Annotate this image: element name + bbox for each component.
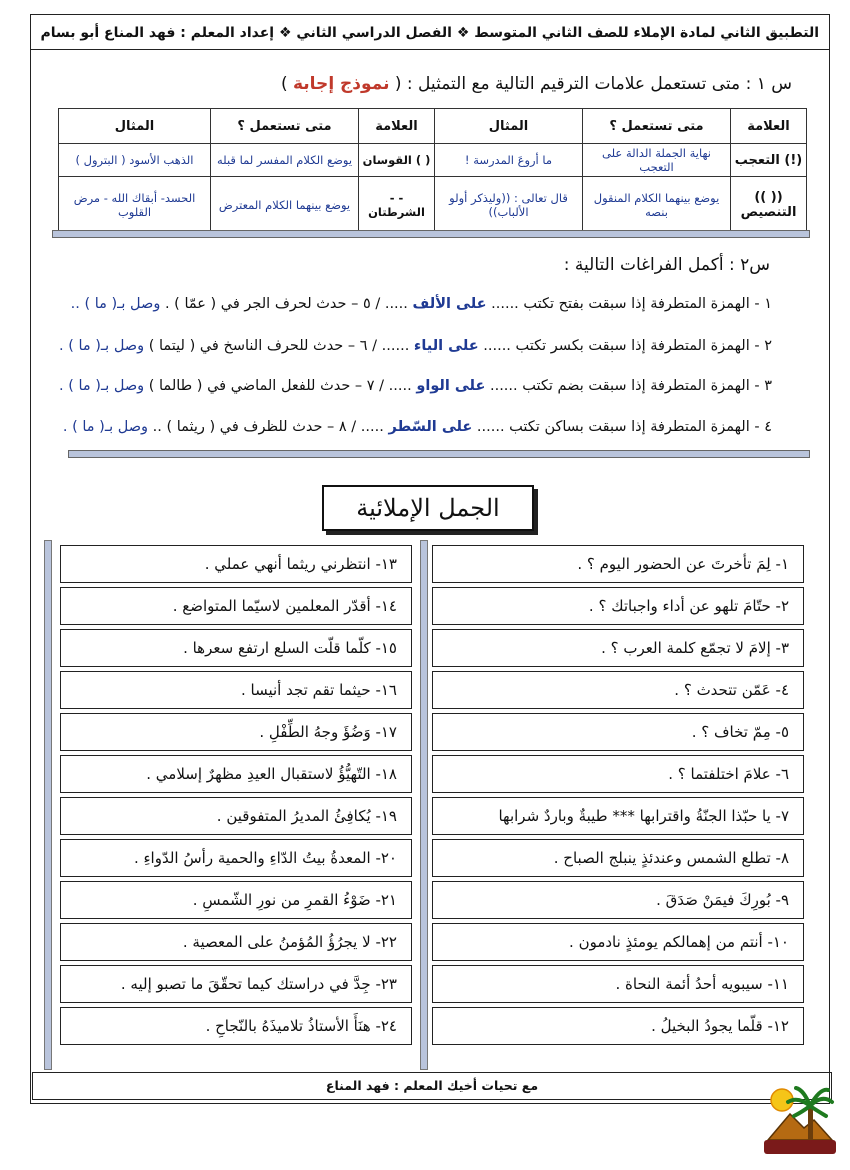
center-bar: [420, 540, 428, 1070]
table-cell: الحسد- أبقاك الله - مرض القلوب: [59, 177, 211, 234]
sentence-item: ٩- بُورِكَ فيمَنْ صَدَقَ .: [432, 881, 804, 919]
page-footer: مع تحيات أخيك المعلم : فهد المناع: [32, 1072, 832, 1100]
palm-tree-logo: [760, 1080, 840, 1160]
sentence-item: ٧- يا حبّذا الجنّةُ واقترابها *** طيبةٌ وباردٌ شرابها: [432, 797, 804, 835]
fill-item-text: الهمزة المتطرفة إذا سبقت بساكن تكتب ......: [476, 419, 750, 435]
fill-item: ٢ - الهمزة المتطرفة إذا سبقت بكسر تكتب ...... على الياء ...... / ٦ – حدث للحرف الناسخ في ( ليتما ) وصل بـ( ما ) .: [59, 338, 772, 354]
table-cell: يوضع الكلام المفسر لما قبله: [211, 144, 359, 177]
fill-item-text: ..... / ٨ – حدث للظرف في ( ريثما ) ..: [152, 419, 384, 435]
fill-item-text: ..... / ٧ – حدث للفعل الماضي في ( طالما ): [148, 378, 412, 394]
fill-item-text: ...... / ٦ – حدث للحرف الناسخ في ( ليتما ): [148, 338, 410, 354]
sentence-item: ١٨- التّهيُّؤُ لاستقبال العيدِ مظهرٌ إسلامي .: [60, 755, 412, 793]
sentence-item: ٢١- ضَوْءُ القمرِ من نورِ الشّمسِ .: [60, 881, 412, 919]
fill-item-number: ٤: [764, 419, 772, 435]
sentence-item: ١١- سيبويه أحدُ أئمة النحاة .: [432, 965, 804, 1003]
fill-item-answer: على السّطر: [388, 419, 473, 435]
sentence-item: ١٧- وَضُؤَ وجهُ الطِّفْلِ .: [60, 713, 412, 751]
table-header-cell: المثال: [435, 109, 583, 144]
fill-item: ٣ - الهمزة المتطرفة إذا سبقت بضم تكتب ...... على الواو ..... / ٧ – حدث للفعل الماضي في ( طالما ) وصل بـ( ما ) .: [59, 378, 772, 394]
fill-item-number: ١: [764, 296, 772, 312]
table-cell-mark: ( ) القوسان: [359, 144, 435, 177]
question-2-title: س٢ : أكمل الفراغات التالية :: [563, 255, 770, 275]
sentence-item: ١٥- كلّما قلّت السلع ارتفع سعرها .: [60, 629, 412, 667]
fill-item-number: ٢: [764, 338, 772, 354]
table-cell: يوضع بينهما الكلام المعترض: [211, 177, 359, 234]
punctuation-table: [58, 108, 807, 234]
sentence-item: ٤- عَمّن تتحدث ؟ .: [432, 671, 804, 709]
table-cell: قال تعالى : ((وليذكر أولو الألباب)): [435, 177, 583, 234]
fill-item-answer: على الألف: [412, 296, 487, 312]
fill-item-number: ٣: [764, 378, 772, 394]
fill-item-text: ..... / ٥ – حدث لحرف الجر في ( عمّا ) .: [164, 296, 408, 312]
sentence-item: ٣- إلامَ لا تجمّع كلمة العرب ؟ .: [432, 629, 804, 667]
fill-item: ٤ - الهمزة المتطرفة إذا سبقت بساكن تكتب ...... على السّطر ..... / ٨ – حدث للظرف في ( ريثما ) .. وصل بـ( ما ) .: [62, 419, 772, 435]
fill-item-answer: وصل بـ( ما ) .: [62, 419, 149, 435]
table-row: [59, 177, 807, 234]
fill-item-text: الهمزة المتطرفة إذا سبقت بضم تكتب ......: [489, 378, 750, 394]
table-header-cell: متى تستعمل ؟: [211, 109, 359, 144]
table-header-cell: العلامة: [359, 109, 435, 144]
fill-item-answer: وصل بـ( ما ) .: [59, 378, 145, 394]
table-cell-mark: (( )) التنصيص: [731, 177, 807, 234]
question-1-title: [281, 74, 792, 94]
sentence-item: ١٠- أنتم من إهمالكم يومئذٍ نادمون .: [432, 923, 804, 961]
fill-item-answer: على الواو: [416, 378, 486, 394]
page-header: التطبيق الثاني لمادة الإملاء للصف الثاني المتوسط ❖ الفصل الدراسي الثاني ❖ إعداد المعلم : فهد المناع أبو بسام: [30, 14, 830, 50]
fill-item-answer: على الياء: [413, 338, 479, 354]
table-row: [59, 144, 807, 177]
table-cell-mark: - - الشرطتان: [359, 177, 435, 234]
sentence-item: ٦- علامَ اختلفتما ؟ .: [432, 755, 804, 793]
sentence-item: ٢٠- المعدةُ بيتُ الدّاءِ والحمية رأسُ الدّواءِ .: [60, 839, 412, 877]
sentence-item: ١٣- انتظرني ريثما أنهي عملي .: [60, 545, 412, 583]
sentence-item: ٢٢- لا يجرُؤُ المُؤمنُ على المعصية .: [60, 923, 412, 961]
sentence-item: ٢٣- جِدَّ في دراستك كيما تحقّقَ ما تصبو إليه .: [60, 965, 412, 1003]
sentence-item: ١٢- قلّما يجودُ البخيلُ .: [432, 1007, 804, 1045]
table-header-row: [59, 109, 807, 144]
table-cell: ما أروعَ المدرسة !: [435, 144, 583, 177]
side-bar: [44, 540, 52, 1070]
fill-item-answer: وصل بـ( ما ) .: [59, 338, 145, 354]
question-1-text: س ١ : متى تستعمل علامات الترقيم التالية مع التمثيل : (: [394, 74, 792, 94]
sentence-item: ١- لِمَ تأخرتَ عن الحضور اليوم ؟ .: [432, 545, 804, 583]
fill-item: ١ - الهمزة المتطرفة إذا سبقت بفتح تكتب ...... على الألف ..... / ٥ – حدث لحرف الجر في ( عمّا ) . وصل بـ( ما ) ..: [70, 296, 772, 312]
section-title: الجمل الإملائية: [322, 485, 534, 531]
question-1-close: ): [280, 74, 288, 94]
sentence-item: ١٦- حيثما تقم تجد أنيسا .: [60, 671, 412, 709]
sentences-right-column: [432, 545, 804, 1065]
table-header-cell: العلامة: [731, 109, 807, 144]
sentence-item: ٢٤- هنَأَ الأستاذُ تلاميذَهُ بالنّجاحِ .: [60, 1007, 412, 1045]
table-cell-mark: (!) التعجب: [731, 144, 807, 177]
divider-bar: [68, 450, 810, 458]
sentence-item: ٢- حتّامَ تلهو عن أداء واجباتك ؟ .: [432, 587, 804, 625]
sentences-left-column: [60, 545, 412, 1065]
fill-item-text: الهمزة المتطرفة إذا سبقت بكسر تكتب ......: [483, 338, 750, 354]
fill-item-answer: وصل بـ( ما ) ..: [70, 296, 161, 312]
table-cell: الذهب الأسود ( البترول ): [59, 144, 211, 177]
answer-model-tag: نموذج إجابة: [292, 74, 390, 94]
table-cell: نهاية الجملة الدالة على التعجب: [583, 144, 731, 177]
table-header-cell: متى تستعمل ؟: [583, 109, 731, 144]
fill-item-text: الهمزة المتطرفة إذا سبقت بفتح تكتب ......: [491, 296, 750, 312]
sentence-item: ٨- تطلع الشمس وعندئذٍ ينبلج الصباح .: [432, 839, 804, 877]
sentence-item: ٥- مِمّ تخاف ؟ .: [432, 713, 804, 751]
table-cell: يوضع بينهما الكلام المنقول بنصه: [583, 177, 731, 234]
sentence-item: ١٤- أقدّر المعلمين لاسيّما المتواضع .: [60, 587, 412, 625]
table-header-cell: المثال: [59, 109, 211, 144]
sentence-item: ١٩- يُكافِئُ المديرُ المتفوقين .: [60, 797, 412, 835]
divider-bar: [52, 230, 810, 238]
